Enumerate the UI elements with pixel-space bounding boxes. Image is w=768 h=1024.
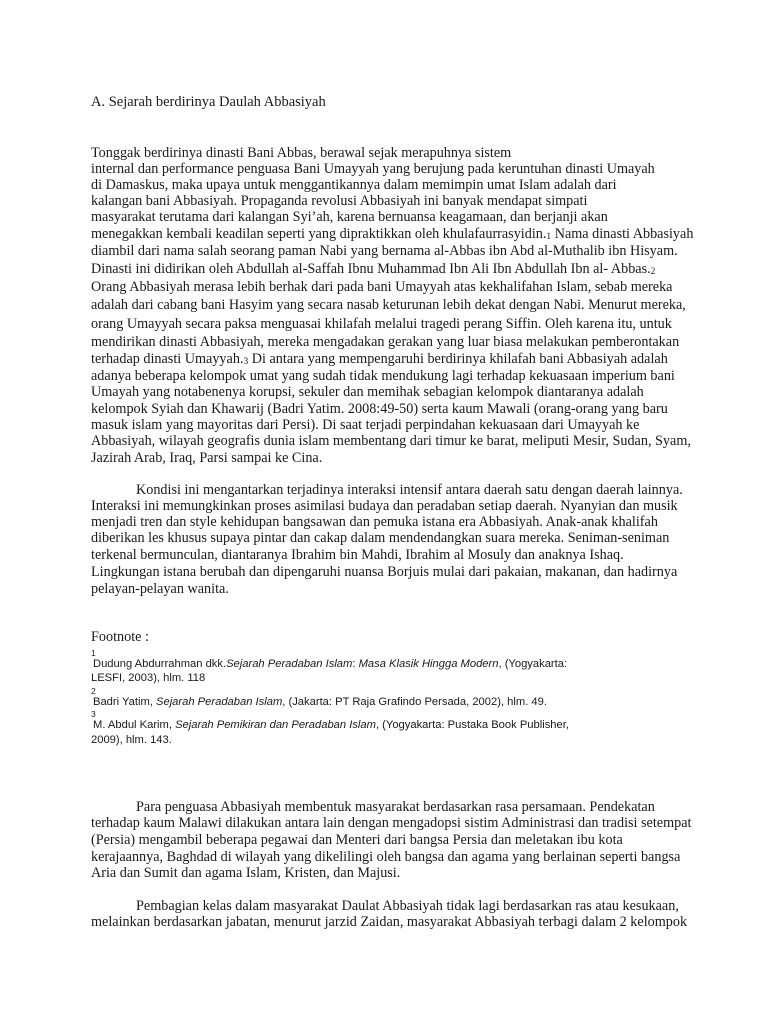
footnote-text: Badri Yatim, xyxy=(93,696,153,708)
footnote-text: M. Abdul Karim, xyxy=(93,719,176,731)
footnote-text: , (Yogyakarta: xyxy=(498,658,568,670)
footnote-text: : xyxy=(352,658,359,670)
footnote-italic: Masa Klasik Hingga Modern xyxy=(358,658,499,670)
text-line: masyarakat terutama dari kalangan Syi’ah, karena bernuansa keagamaan, dan berjanji akan xyxy=(91,209,608,225)
footnote-line xyxy=(91,657,567,671)
footnote-number: 2 xyxy=(91,686,96,696)
footnote-line: 2009), hlm. 143. xyxy=(91,734,172,746)
text-line: Umayah yang notabenenya korupsi, sekuler dan memihak sebagian kelompok diantaranya adalah xyxy=(91,384,644,400)
footnote-ref-1[interactable]: 1 xyxy=(546,232,552,242)
text-line: terhadap kaum Malawi dilakukan antara lain dengan mengadopsi sistim Administrasi dan tradisi setempat xyxy=(91,815,692,831)
footnote-italic: Sejarah Peradaban Islam xyxy=(226,658,353,670)
text-line: diberikan les khusus supaya pintar dan cakap dalam mendendangkan suara mereka. Seniman-seniman xyxy=(91,530,670,546)
text-line: Abbasiyah, wilayah geografis dunia islam membentang dari timur ke barat, meliputi Mesir, Sudan, Syam, xyxy=(91,433,691,449)
footnote-text: Dudung Abdurrahman dkk. xyxy=(93,658,227,670)
text-run: Nama dinasti Abbasiyah xyxy=(554,226,694,242)
text-line: adalah dari cabang bani Hasyim yang secara nasab keturunan lebih dekat dengan Nabi. Menurut mereka, xyxy=(91,297,686,313)
text-line: kelompok Syiah dan Khawarij (Badri Yatim. 2008:49-50) serta kaum Mawali (orang-orang yang baru xyxy=(91,401,668,417)
text-line: Tonggak berdirinya dinasti Bani Abbas, berawal sejak merapuhnya sistem xyxy=(91,145,512,161)
text-line: Lingkungan istana berubah dan dipengaruhi nuansa Borjuis mulai dari pakaian, makanan, dan hadirnya xyxy=(91,564,678,580)
text-line: kalangan bani Abbasiyah. Propaganda revolusi Abbasiyah ini banyak mendapat simpati xyxy=(91,193,588,209)
text-run: Di antara yang mempengaruhi berdirinya khilafah bani Abbasiyah adalah xyxy=(251,351,668,367)
text-run: terhadap dinasti Umayyah. xyxy=(91,351,244,367)
text-line: kerajaannya, Baghdad di wilayah yang dikelilingi oleh bangsa dan agama yang berlainan seperti bangsa xyxy=(91,849,681,865)
text-line: Jazirah Arab, Iraq, Parsi sampai ke Cina. xyxy=(91,450,323,466)
footnote-number: 1 xyxy=(91,648,96,658)
text-line: menjadi tren dan style kehidupan bangsawan dan pemuka istana era Abbasiyah. Anak-anak khalifah xyxy=(91,514,658,530)
text-line: orang Umayyah secara paksa menguasai khilafah melalui tragedi perang Siffin. Oleh karena itu, untuk xyxy=(91,316,672,332)
footnote-text: , (Jakarta: PT Raja Grafindo Persada, 2002), hlm. 49. xyxy=(282,696,547,708)
text-line: adanya beberapa kelompok umat yang sudah tidak mendukung lagi terhadap kekuasaan imperium bani xyxy=(91,368,675,384)
section-heading: A. Sejarah berdirinya Daulah Abbasiyah xyxy=(91,94,326,110)
text-line xyxy=(91,261,655,280)
text-line: terkenal bermunculan, diantaranya Ibrahim bin Mahdi, Ibrahim al Mosuly dan anaknya Ishaq. xyxy=(91,547,624,563)
text-line: Para penguasa Abbasiyah membentuk masyarakat berdasarkan rasa persamaan. Pendekatan xyxy=(136,799,655,815)
text-line: melainkan berdasarkan jabatan, menurut jarzid Zaidan, masyarakat Abbasiyah terbagi dalam 2 kelompok xyxy=(91,914,688,930)
footnote-line: LESFI, 2003), hlm. 118 xyxy=(91,672,206,684)
text-line: (Persia) mengambil beberapa pegawai dan Menteri dari bangsa Persia dan meletakan ibu kota xyxy=(91,832,623,848)
footnote-line xyxy=(91,695,547,709)
text-line: internal dan performance penguasa Bani Umayyah yang berujung pada keruntuhan dinasti Umayah xyxy=(91,161,655,177)
footnote-ref-3[interactable]: 3 xyxy=(243,357,249,367)
text-line: pelayan-pelayan wanita. xyxy=(91,581,229,597)
footnote-line xyxy=(91,718,569,732)
text-line: masuk islam yang mayoritas dari Persi). Di saat terjadi perpindahan kekuasaan dari Umayyah ke xyxy=(91,417,640,433)
text-line: mendirikan dinasti Abbasiyah, mereka mengadakan gerakan yang luar biasa melakukan pemberontakan xyxy=(91,334,680,350)
text-line: Orang Abbasiyah merasa lebih berhak dari pada bani Umayyah atas kekhalifahan Islam, sebab mereka xyxy=(91,279,673,295)
footnote-text: , (Yogyakarta: Pustaka Book Publisher, xyxy=(375,719,569,731)
footnote-title: Footnote : xyxy=(91,629,149,645)
footnote-italic: Sejarah Peradaban Islam xyxy=(156,696,283,708)
text-line: diambil dari nama salah seorang paman Nabi yang bernama al-Abbas ibn Abd al-Muthalib ibn Hisyam. xyxy=(91,243,678,259)
text-line: di Damaskus, maka upaya untuk menggantikannya dalam memimpin umat Islam adalah dari xyxy=(91,177,617,193)
footnote-ref-2[interactable]: 2 xyxy=(650,267,656,277)
footnote-number: 3 xyxy=(91,709,96,719)
text-run: Dinasti ini didirikan oleh Abdullah al-Saffah Ibnu Muhammad Ibn Ali Ibn Abdullah Ibn al- Abbas. xyxy=(91,261,651,277)
text-line: Aria dan Sumit dan agama Islam, Kristen, dan Majusi. xyxy=(91,865,401,881)
text-run: menegakkan kembali keadilan seperti yang dipraktikkan oleh khulafaurrasyidin. xyxy=(91,226,547,242)
text-line: Kondisi ini mengantarkan terjadinya interaksi intensif antara daerah satu dengan daerah lainnya. xyxy=(136,482,683,498)
text-line: Interaksi ini memungkinkan proses asimilasi budaya dan peradaban setiap daerah. Nyanyian dan musik xyxy=(91,498,678,514)
footnote-italic: Sejarah Pemikiran dan Peradaban Islam xyxy=(175,719,376,731)
text-line: Pembagian kelas dalam masyarakat Daulat Abbasiyah tidak lagi berdasarkan ras atau kesukaan, xyxy=(136,898,679,914)
